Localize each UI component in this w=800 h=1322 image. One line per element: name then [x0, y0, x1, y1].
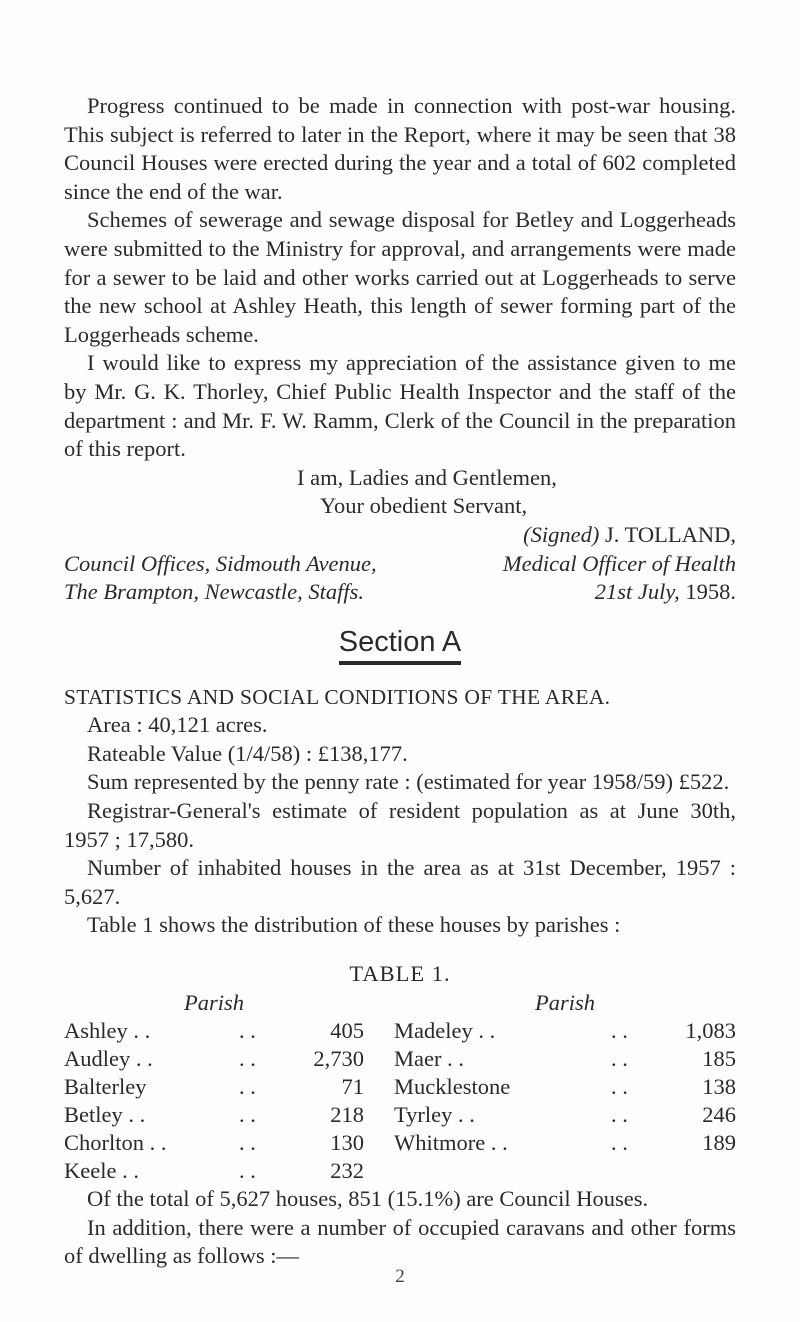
parish-dots: . . — [149, 1130, 167, 1156]
leader-dots: . . — [611, 1046, 628, 1072]
parish-name: Mucklestone — [394, 1074, 511, 1100]
caravans-addition: In addition, there were a number of occupied caravans and other forms of dwelling as follows :— — [64, 1214, 736, 1269]
document-page — [64, 92, 736, 1271]
signature-row — [64, 521, 736, 550]
parish-dots: . . — [478, 1018, 496, 1044]
table-row — [64, 1101, 364, 1129]
leader-dots: . . — [611, 1130, 628, 1156]
parish-dots: . . — [133, 1018, 151, 1044]
intro-paragraph-appreciation: I would like to express my appreciation of the assistance given to me by Mr. G. K. Thorley, Chief Public Health Inspector and the staff of the department : and Mr. F. W. Ramm, Clerk of the Council in the preparation of this report. — [64, 350, 736, 462]
parish-dots: . . — [135, 1046, 153, 1072]
footer-paragraphs — [64, 1185, 736, 1271]
parish-name: Maer — [394, 1046, 442, 1072]
council-houses-total: Of the total of 5,627 houses, 851 (15.1%) are Council Houses. — [87, 1186, 649, 1212]
house-count: 138 — [702, 1074, 736, 1100]
parish-dots: . . — [490, 1130, 508, 1156]
parish-name: Betley — [64, 1102, 123, 1128]
house-count: 185 — [702, 1046, 736, 1072]
address-line-1: Council Offices, Sidmouth Avenue, — [64, 550, 377, 576]
house-count: 218 — [330, 1102, 364, 1128]
leader-dots: . . — [239, 1102, 256, 1128]
servant-line: Your obedient Servant, — [320, 493, 528, 519]
parish-name: Chorlton — [64, 1130, 145, 1156]
house-count: 232 — [330, 1158, 364, 1184]
parish-header-right: Parish — [534, 989, 595, 1015]
date-year: 1958. — [685, 579, 736, 605]
table-row — [394, 1129, 736, 1157]
parish-table-left — [64, 989, 364, 1186]
house-count: 1,083 — [685, 1018, 736, 1044]
parish-name: Ashley — [64, 1018, 128, 1044]
intro-paragraph-housing: Progress continued to be made in connection with post-war housing. This subject is referred to later in the Report, where it may be seen that 38 Council Houses were erected during the year and a total of 602 completed since the end of the war. — [64, 93, 736, 204]
stat-population: Registrar-General's estimate of resident population as at June 30th, 1957 ; 17,580. — [64, 798, 736, 852]
parish-name: Whitmore — [394, 1130, 486, 1156]
parish-name: Madeley — [394, 1018, 473, 1044]
date-day: 21st July, — [594, 579, 680, 605]
table-row — [394, 1017, 736, 1045]
section-heading: Section A — [64, 625, 736, 665]
parish-table — [64, 989, 736, 1186]
table-row — [394, 1101, 736, 1129]
parish-header-left: Parish — [183, 989, 244, 1015]
table-row — [394, 1045, 736, 1073]
parish-dots: . . — [458, 1102, 475, 1128]
house-count: 405 — [330, 1018, 364, 1044]
parish-name: Balterley — [64, 1074, 147, 1100]
table-row — [64, 1129, 364, 1157]
parish-dots: . . — [128, 1102, 146, 1128]
leader-dots: . . — [611, 1102, 628, 1128]
leader-dots: . . — [611, 1074, 628, 1100]
parish-dots: . . — [447, 1046, 464, 1072]
house-count: 2,730 — [313, 1046, 364, 1072]
stat-table-intro: Table 1 shows the distribution of these houses by parishes : — [87, 912, 621, 938]
address-title-row — [64, 550, 736, 579]
table-row — [394, 1073, 736, 1101]
leader-dots: . . — [239, 1074, 256, 1100]
parish-table-right — [374, 989, 736, 1186]
signed-prefix: (Signed) — [523, 521, 600, 547]
table-row — [64, 1157, 364, 1185]
stat-penny-rate: Sum represented by the penny rate : (estimated for year 1958/59) £522. — [87, 769, 730, 795]
address-date-row — [64, 578, 736, 607]
parish-name: Keele — [64, 1158, 117, 1184]
officer-title: Medical Officer of Health — [502, 550, 736, 576]
intro-paragraph-sewerage: Schemes of sewerage and sewage disposal for Betley and Loggerheads were submitted to the Ministry for approval, and arrangements were made for a sewer to be laid and other works carried out at Loggerheads to serve the new school at Ashley Heath, this length of sewer forming part of the Loggerheads scheme. — [64, 207, 736, 347]
signed-name: J. TOLLAND, — [604, 521, 736, 547]
leader-dots: . . — [239, 1130, 256, 1156]
parish-dots: . . — [122, 1158, 139, 1184]
closing-block — [64, 464, 736, 607]
parish-name: Tyrley — [394, 1102, 453, 1128]
stat-rateable-value: Rateable Value (1/4/58) : £138,177. — [87, 740, 408, 766]
stat-area: Area : 40,121 acres. — [87, 712, 268, 738]
leader-dots: . . — [239, 1046, 256, 1072]
salutation: I am, Ladies and Gentlemen, — [297, 464, 557, 490]
table-title: TABLE 1. — [349, 961, 451, 987]
stat-inhabited-houses: Number of inhabited houses in the area as at 31st December, 1957 : 5,627. — [64, 855, 736, 909]
section-subheading: STATISTICS AND SOCIAL CONDITIONS OF THE AREA. — [64, 684, 611, 709]
house-count: 71 — [341, 1074, 364, 1100]
leader-dots: . . — [239, 1018, 256, 1044]
leader-dots: . . — [611, 1018, 628, 1044]
parish-name: Audley — [64, 1046, 131, 1072]
house-count: 130 — [330, 1130, 364, 1156]
table-row — [64, 1017, 364, 1045]
page-number: 2 — [395, 1266, 405, 1287]
address-line-2: The Brampton, Newcastle, Staffs. — [64, 579, 364, 605]
house-count: 246 — [702, 1102, 736, 1128]
house-count: 189 — [702, 1130, 736, 1156]
table-row — [64, 1045, 364, 1073]
leader-dots: . . — [239, 1158, 256, 1184]
table-row — [64, 1073, 364, 1101]
